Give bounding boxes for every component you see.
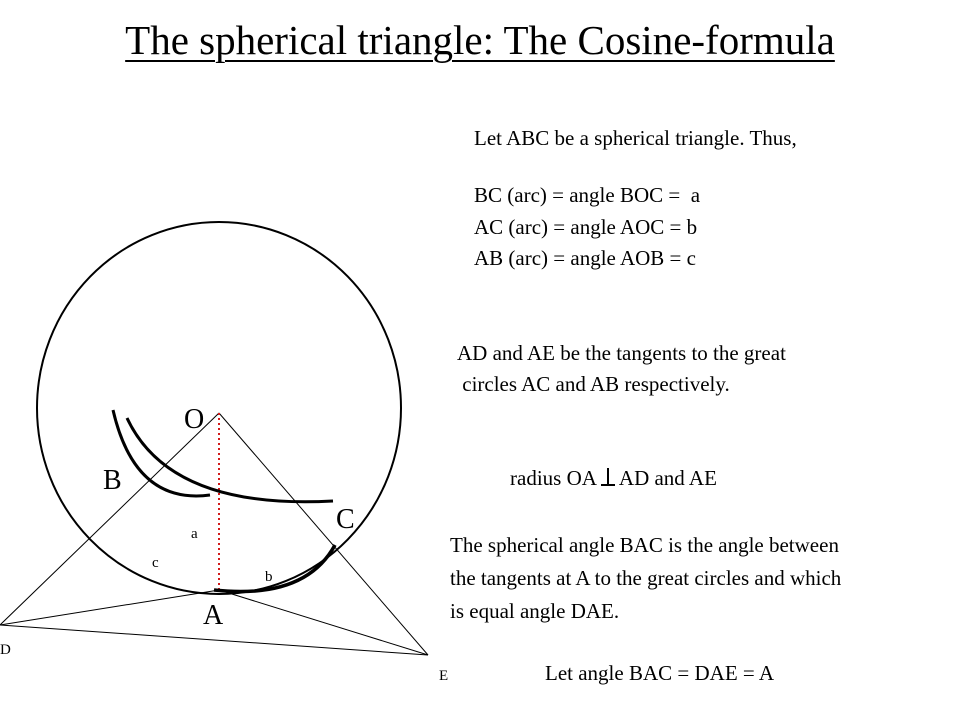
- arc-BC: [127, 418, 333, 502]
- intro-text: Let ABC be a spherical triangle. Thus,: [474, 126, 797, 150]
- label-A: A: [203, 600, 224, 631]
- label-C: C: [336, 504, 355, 535]
- angle-line-2: the tangents at A to the great circles and which: [450, 566, 842, 590]
- label-side-c: c: [152, 555, 159, 571]
- label-side-b: b: [265, 569, 273, 585]
- label-D: D: [0, 642, 11, 658]
- tangents-line-1: AD and AE be the tangents to the great: [457, 341, 786, 365]
- perpendicular-icon: [601, 468, 615, 486]
- page-title: The spherical triangle: The Cosine-formula: [125, 17, 835, 63]
- equation-ab: AB (arc) = angle AOB = c: [474, 246, 696, 270]
- label-B: B: [103, 465, 122, 496]
- radius-suffix: AD and AE: [618, 466, 717, 490]
- label-O: O: [184, 404, 205, 435]
- equation-bc: BC (arc) = angle BOC = a: [474, 183, 701, 207]
- label-side-a: a: [191, 526, 198, 542]
- radius-prefix: radius OA: [510, 466, 597, 490]
- final-statement: Let angle BAC = DAE = A: [545, 661, 774, 685]
- line-O-D: [0, 413, 219, 625]
- equation-ac: AC (arc) = angle AOC = b: [474, 215, 698, 239]
- angle-line-1: The spherical angle BAC is the angle between: [450, 533, 839, 557]
- radius-perpendicular-statement: [510, 463, 717, 493]
- tangent-A-D: [0, 590, 219, 625]
- tangents-line-2: circles AC and AB respectively.: [457, 372, 730, 396]
- label-E: E: [439, 668, 449, 684]
- tangent-A-E: [219, 590, 428, 655]
- angle-line-3: is equal angle DAE.: [450, 599, 620, 623]
